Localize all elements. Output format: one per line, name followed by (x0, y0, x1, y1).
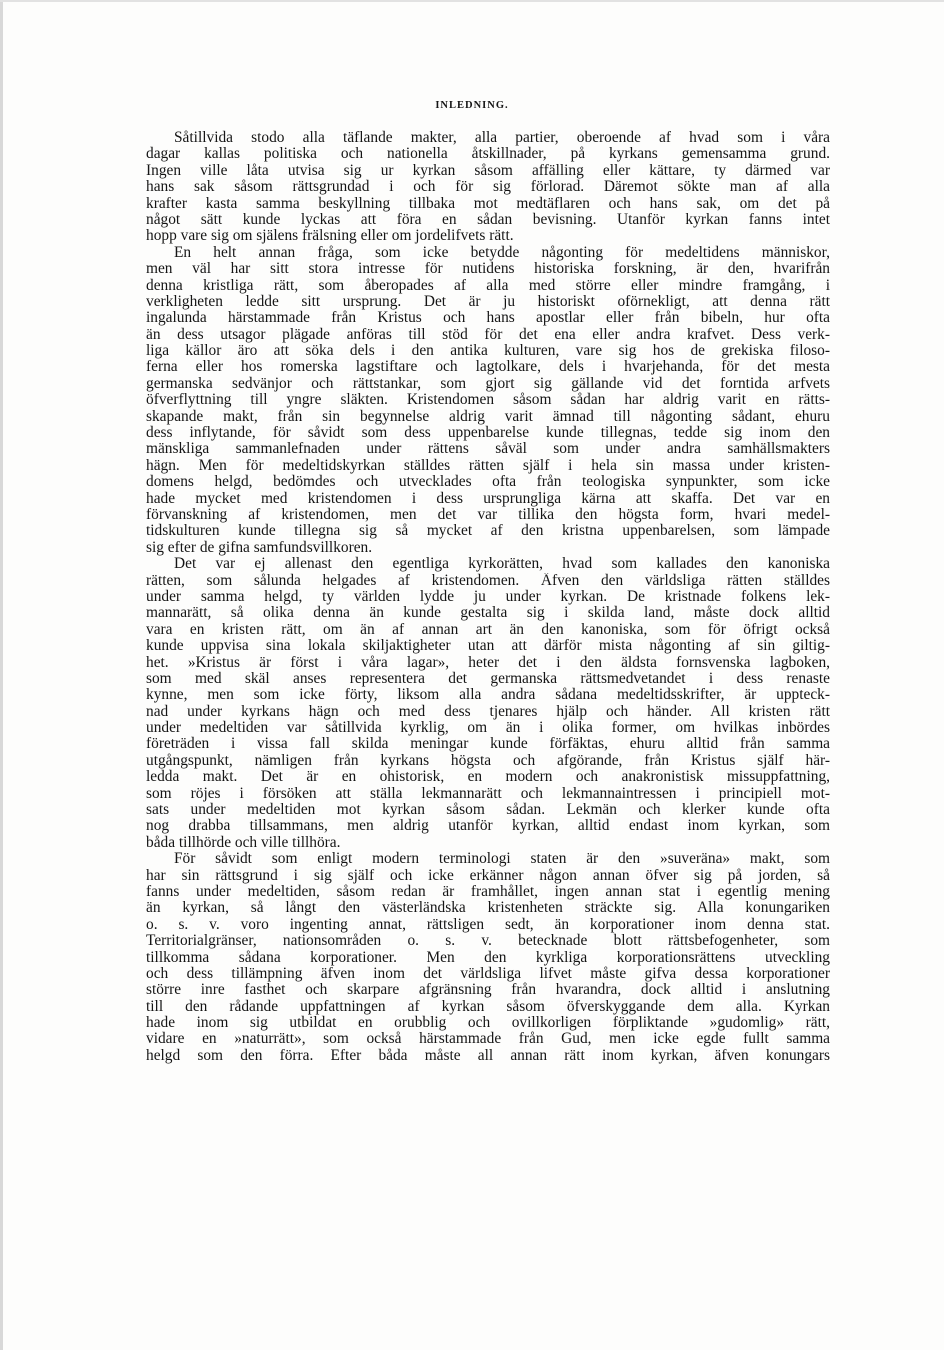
text-line: hans sak såsom rättsgrundad i och för sig förlorad. Däremot sökte man af alla (146, 179, 830, 196)
text-line: men väl har sitt stora intresse för nutidens historiska forskning, är den, hvarifrån (146, 261, 830, 278)
text-line: under samma helgd, ty världen lydde ju under kyrkan. De kristnade folkens lek- (146, 588, 830, 605)
scan-edge-left (0, 0, 3, 1350)
text-line: som röjes i försöken att ställa lekmannarätt och lekmannaintressen i principiell mot- (146, 785, 830, 802)
text-line: denna kristliga rätt, som åberopades af alla med större eller mindre framgång, i (146, 277, 830, 294)
text-line: tillkomma sådana korporationer. Men den kyrkliga korporationsrättens utveckling (146, 949, 830, 966)
text-line: hopp vare sig om själens frälsning eller om jordelifvets rätt. (146, 228, 514, 245)
text-line: liga källor äro att söka dels i den antika kulturen, vare sig hos de grekiska filoso- (146, 343, 830, 360)
text-line: skapande makt, från sin begynnelse aldrig varit ämnad till någonting sådant, ehuru (146, 408, 830, 425)
text-line: helgd som den förra. Efter båda måste all annan rätt inom kyrkan, äfven konungars (146, 1047, 830, 1064)
text-line: något sätt kunde lyckas att föra en sådan bevisning. Utanför kyrkan fanns intet (146, 211, 830, 228)
text-line: till den rådande uppfattningen af kyrkan såsom öfverskyggande dem alla. Kyrkan (146, 998, 830, 1015)
text-line: Territorialgränser, nationsområden o. s. v. betecknade blott rättsbefogenheter, som (146, 933, 830, 950)
text-line: större inre fasthet och skarpare afgränsning från hvarandra, dock alltid i anslutning (146, 982, 830, 999)
text-line: båda tillhörde och ville tillhöra. (146, 834, 341, 851)
text-line: fanns under medeltiden, såsom redan är framhållet, ingen annan stat i egentlig mening (146, 883, 830, 900)
text-line: kunde uppvisa sina lokala skiljaktigheter utan att därför mista någonting af sin giltig- (146, 638, 830, 655)
text-line: o. s. v. voro ingenting annat, rättsligen sedt, än korporationer inom denna stat. (146, 916, 830, 933)
text-line: Det var ej allenast den egentliga kyrkorätten, hvad som kallades den kanoniska (174, 556, 830, 573)
text-line: dagar kallas politiska och nationella åtskillnader, på kyrkans gemensamma grund. (146, 146, 830, 163)
text-line: domens helgd, bedömdes och utvecklades ofta från teologiska synpunkter, som icke (146, 474, 830, 491)
text-line: hägn. Men för medeltidskyrkan ställdes rätten själf i hela sin massa under kristen- (146, 457, 830, 474)
text-line: mänskliga sammanlefnaden under rättens såväl som under andra samhällsmakters (146, 441, 830, 458)
text-line: vara en kristen rätt, om än af annan art än den kanoniska, som för öfrigt också (146, 621, 830, 638)
text-line: dess inflytande, för såvidt som dess uppenbarelse kunde tillegnas, tedde sig inom den (146, 425, 830, 442)
text-line: och dess tillämpning äfven inom det världsliga lifvet måste gifva dessa korporationer (146, 965, 830, 982)
text-line: förvanskning af kristendomen, men det var tillika den högsta form, hvari medel- (146, 506, 830, 523)
text-line: under medeltiden var såtillvida kyrklig, om än i olika former, om hvilkas inbördes (146, 720, 830, 737)
text-line: hade inom sig utbildat en orubblig och ovillkorligen förpliktande »gudomlig» rätt, (146, 1015, 830, 1032)
text-line: nad under kyrkans hägn och med dess tjenares hjälp och händer. All kristen rätt (146, 703, 830, 720)
text-line: tidskulturen kunde tillegna sig så mycket af den kristna uppenbarelsen, som lämpade (146, 523, 830, 540)
text-line: än dess utsagor plägade anföras till stöd för det ena eller andra krafvet. Dess verk- (146, 326, 830, 343)
text-line: mannarätt, så olika denna än kunde gestalta sig i skilda land, måste dock alltid (146, 605, 830, 622)
text-line: vidare en »naturrätt», som också härstammade från Gud, men icke egde fullt samma (146, 1031, 830, 1048)
text-line: hade mycket med kristendomen i dess ursprungliga kärna att skaffa. Det var en (146, 490, 830, 507)
text-line: som med skäl anses representera det germanska rättsmedvetandet i dess renaste (146, 670, 830, 687)
text-line: har sin rättsgrund i sig själf och icke erkänner någon annan öfver sig på jorden, så (146, 867, 830, 884)
text-line: än kyrkan, så långt den västerländska kristenheten sträckte sig. Alla konungariken (146, 900, 830, 917)
text-line: För såvidt som enligt modern terminologi staten är den »suveräna» makt, som (174, 851, 830, 868)
text-line: En helt annan fråga, som icke betydde någonting för medeltidens människor, (174, 244, 830, 261)
page-header: INLEDNING. (435, 100, 509, 111)
text-line: ferna eller hos romerska lagstiftare och lagtolkare, dels i hvarjehanda, för det mesta (146, 359, 830, 376)
text-line: het. »Kristus är först i våra lagar», heter det i den äldsta fornsvenska lagboken, (146, 654, 830, 671)
text-line: rätten, som sålunda helgades af kristendomen. Äfven den världsliga rätten ställdes (146, 572, 830, 589)
text-line: kynne, men som icke förty, liksom alla andra sådana medeltidsskrifter, är uppteck- (146, 687, 830, 704)
text-line: Såtillvida stodo alla täflande makter, alla partier, oberoende af hvad som i våra (174, 130, 830, 146)
scan-edge-top (0, 0, 944, 2)
text-line: sig efter de gifna samfundsvillkoren. (146, 539, 373, 556)
text-line: ledda makt. Det är en ohistorisk, en modern och anakronistisk missuppfattning, (146, 769, 830, 786)
text-line: öfverflyttning till yngre släkten. Kristendomen såsom sådan har aldrig varit en rätts- (146, 392, 830, 409)
text-line: krafter kasta samma beskyllning tillbaka mot medtäflaren och hans sak, om det på (146, 195, 830, 212)
text-line: verkligheten ledde sitt ursprung. Det är ju historiskt oförnekligt, att denna rätt (146, 293, 830, 310)
text-line: Ingen ville låta utvisa sig ur kyrkan såsom affälling eller kättare, ty därmed var (146, 162, 830, 179)
text-line: utgångspunkt, nämligen från kyrkans högsta och afgörande, från Kristus själf här- (146, 752, 830, 769)
text-line: ingalunda härstammade från Kristus och hans apostlar eller från bibeln, hur ofta (146, 310, 830, 327)
text-line: germanska sedvänjor och rättstankar, som gjort sig gällande vid det forntida arfvets (146, 375, 830, 392)
text-line: nog drabba tillsammans, men aldrig utanför kyrkan, alltid endast inom kyrkan, som (146, 818, 830, 835)
text-line: företräden i vissa fall skilda meningar kunde förfäktas, ehuru alltid från samma (146, 736, 830, 753)
body-text (146, 130, 830, 1162)
text-line: sats under medeltiden mot kyrkan såsom sådan. Lekmän och klerker kunde ofta (146, 802, 830, 819)
